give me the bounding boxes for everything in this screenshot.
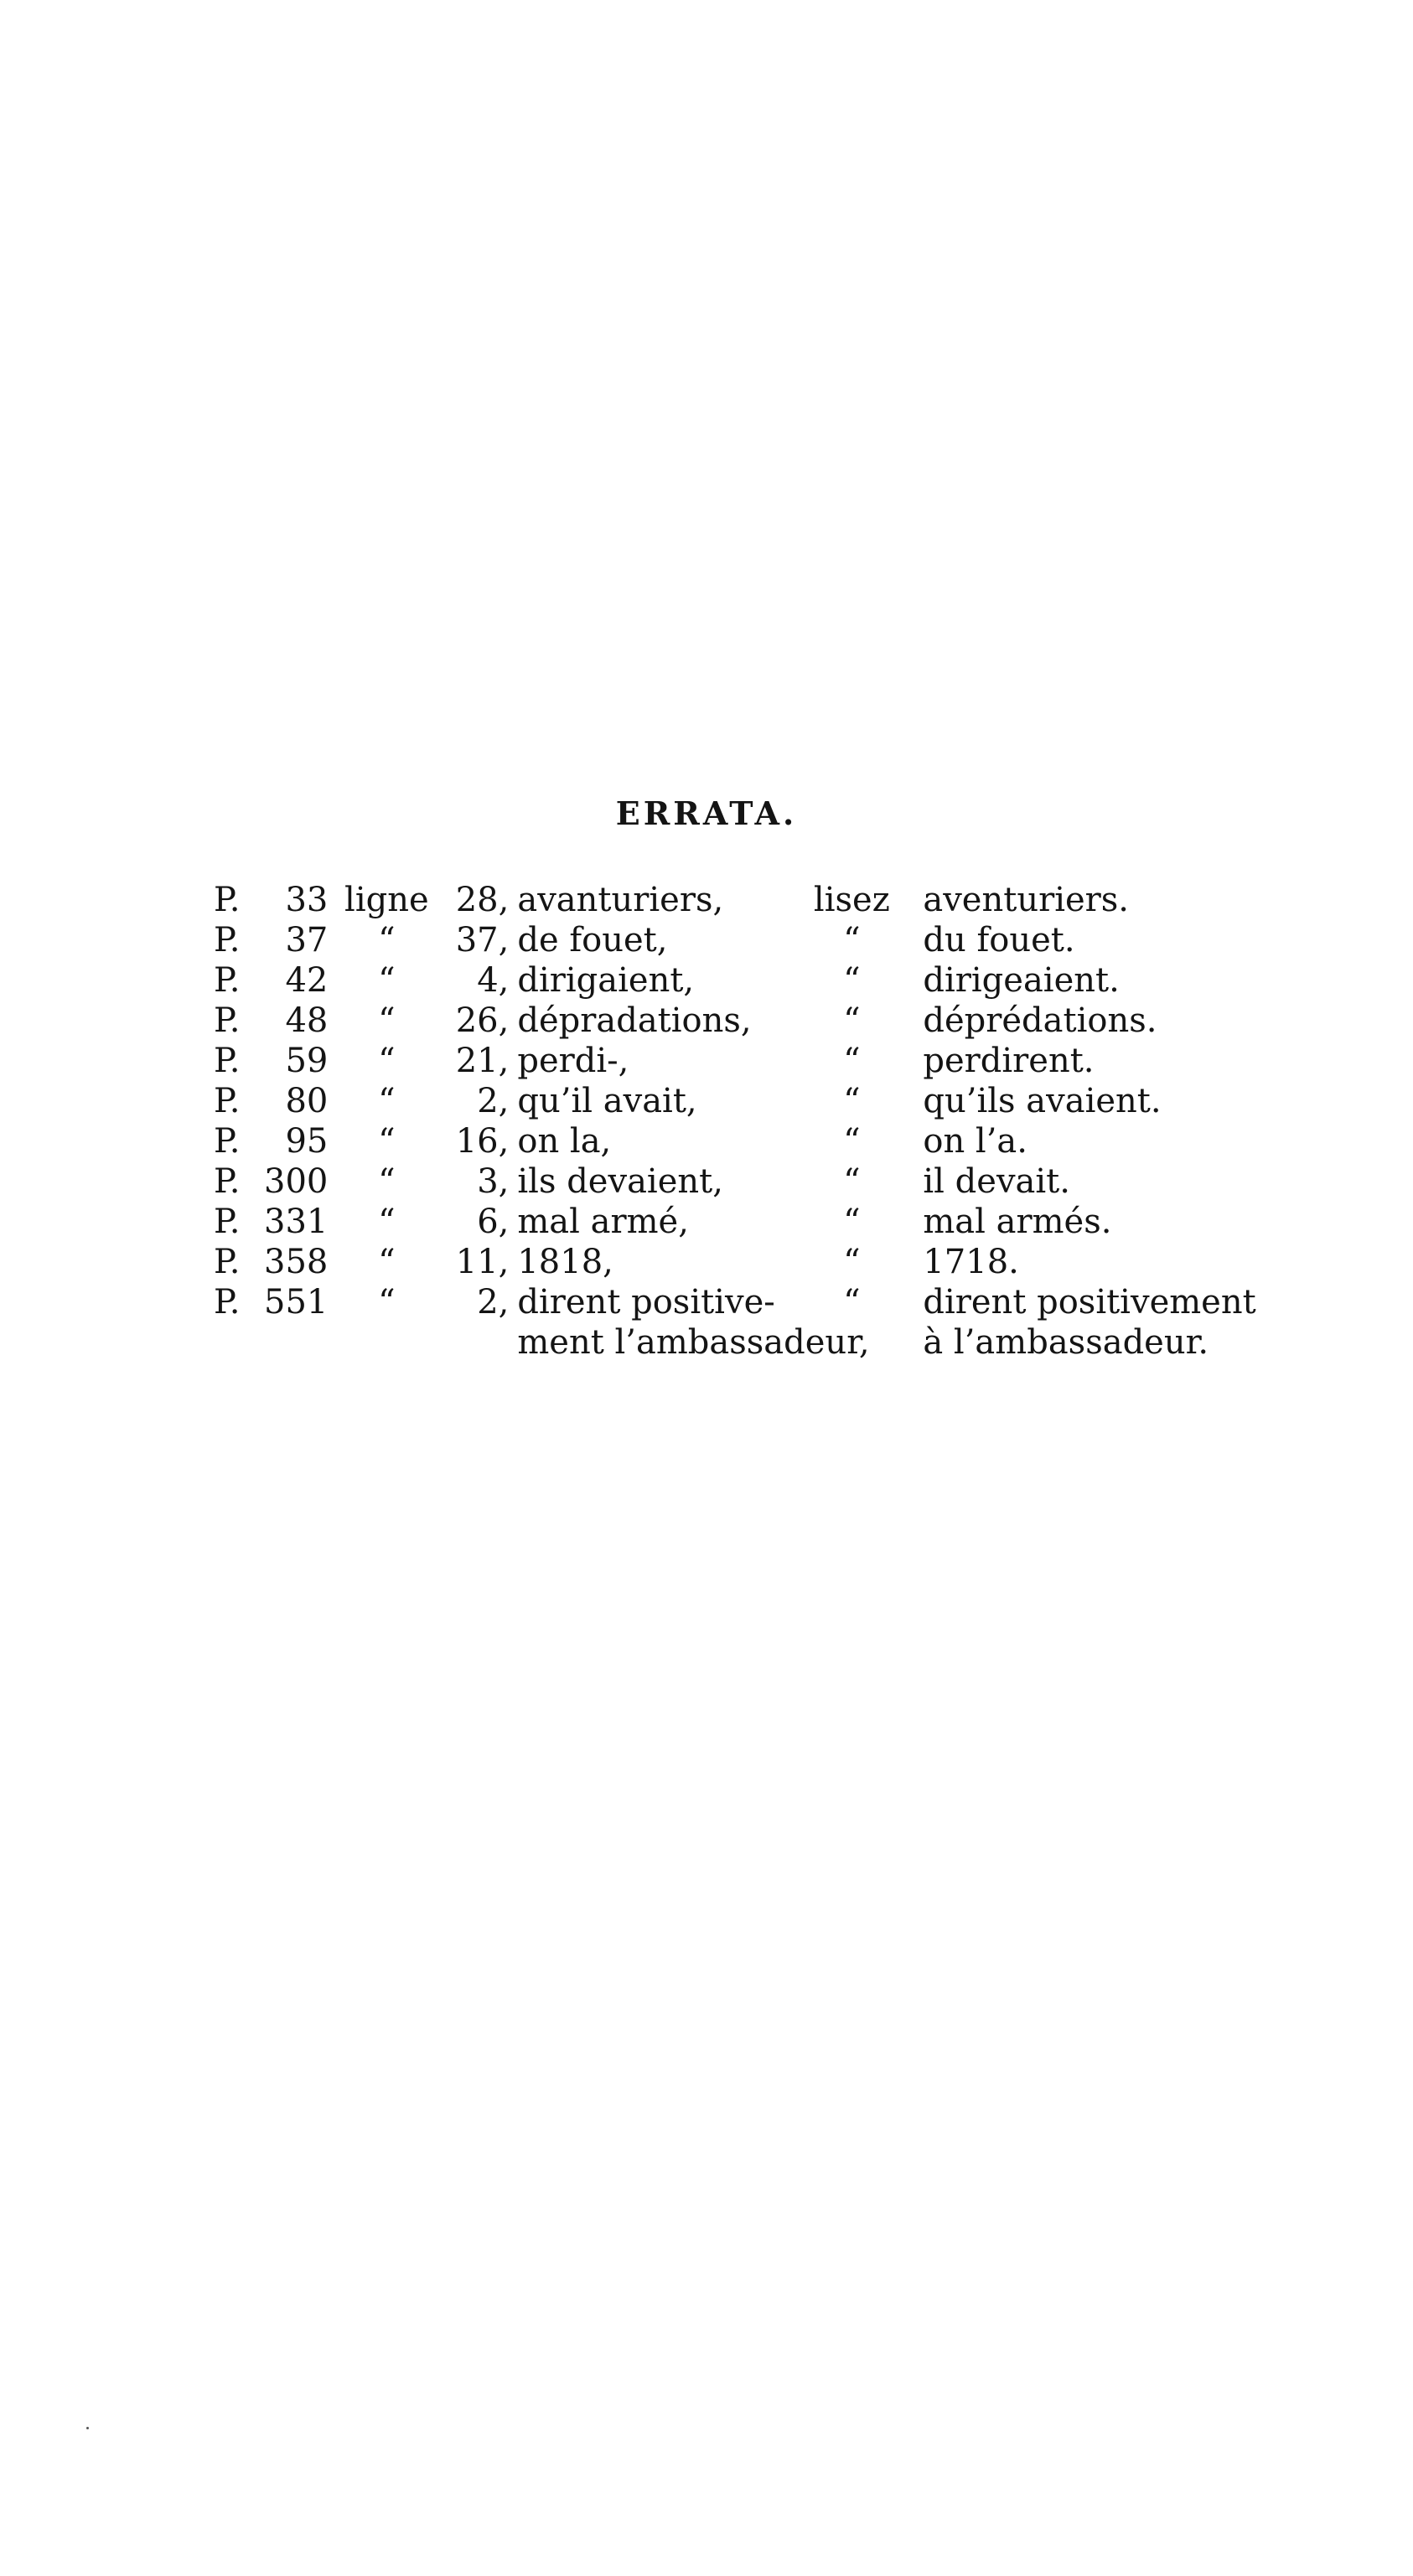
ditto-mark: “ bbox=[843, 1122, 861, 1161]
ditto-mark: “ bbox=[378, 1243, 396, 1281]
errata-row bbox=[214, 1041, 1270, 1081]
lisez-label: lisez bbox=[813, 881, 890, 919]
erroneous-text: ils devaient, bbox=[517, 1162, 723, 1201]
erroneous-text: dépradations, bbox=[517, 1001, 752, 1040]
corrected-text: perdirent. bbox=[923, 1042, 1095, 1080]
page-prefix: P. bbox=[214, 961, 241, 1000]
errata-row bbox=[214, 960, 1270, 1001]
erroneous-text: qu’il avait, bbox=[517, 1082, 697, 1120]
corrected-text: mal armés. bbox=[923, 1203, 1112, 1241]
erroneous-text: mal armé, bbox=[517, 1203, 689, 1241]
erroneous-text: on la, bbox=[517, 1122, 612, 1161]
erroneous-text: perdi-, bbox=[517, 1042, 629, 1080]
page-number: 37 bbox=[285, 921, 329, 960]
errata-row bbox=[214, 1081, 1270, 1121]
corrected-text: déprédations. bbox=[923, 1001, 1157, 1040]
errata-row bbox=[214, 880, 1270, 920]
ditto-mark: “ bbox=[843, 961, 861, 1000]
page-prefix: P. bbox=[214, 1122, 241, 1161]
errata-title: ERRATA. bbox=[615, 794, 798, 832]
corrected-text-continuation: à l’ambassadeur. bbox=[923, 1323, 1209, 1362]
line-number: 28, bbox=[455, 881, 510, 919]
page-prefix: P. bbox=[214, 1042, 241, 1080]
page-prefix: P. bbox=[214, 1082, 241, 1120]
line-number: 6, bbox=[477, 1203, 510, 1241]
ditto-mark: “ bbox=[843, 1042, 861, 1080]
line-number: 4, bbox=[477, 961, 510, 1000]
errata-row bbox=[214, 1161, 1270, 1202]
ditto-mark: “ bbox=[843, 1001, 861, 1040]
ditto-mark: “ bbox=[843, 921, 861, 960]
ditto-mark: “ bbox=[843, 1283, 861, 1322]
errata-body bbox=[214, 880, 1270, 1363]
corrected-text: dirigeaient. bbox=[923, 961, 1120, 1000]
errata-row bbox=[214, 1121, 1270, 1161]
corrected-text: du fouet. bbox=[923, 921, 1075, 960]
errata-row bbox=[214, 1242, 1270, 1282]
corrected-text: dirent positivement bbox=[923, 1283, 1256, 1322]
ditto-mark: “ bbox=[378, 1203, 396, 1241]
page-number: 80 bbox=[285, 1082, 329, 1120]
line-number: 16, bbox=[455, 1122, 510, 1161]
page-number: 95 bbox=[285, 1122, 329, 1161]
errata-row bbox=[214, 1202, 1270, 1242]
ditto-mark: “ bbox=[378, 1122, 396, 1161]
page-prefix: P. bbox=[214, 881, 241, 919]
corrected-text: qu’ils avaient. bbox=[923, 1082, 1162, 1120]
erroneous-text: dirent positive- bbox=[517, 1283, 775, 1322]
page-prefix: P. bbox=[214, 921, 241, 960]
page-prefix: P. bbox=[214, 1162, 241, 1201]
ditto-mark: “ bbox=[378, 1283, 396, 1322]
page-number: 59 bbox=[285, 1042, 329, 1080]
page-number: 42 bbox=[285, 961, 329, 1000]
ditto-mark: “ bbox=[378, 921, 396, 960]
errata-continuation-row bbox=[214, 1322, 1270, 1363]
ditto-mark: “ bbox=[843, 1203, 861, 1241]
page-number: 331 bbox=[264, 1203, 329, 1241]
line-number: 26, bbox=[455, 1001, 510, 1040]
page-number: 300 bbox=[264, 1162, 329, 1201]
errata-row bbox=[214, 1282, 1270, 1322]
line-number: 2, bbox=[477, 1283, 510, 1322]
ditto-mark: “ bbox=[843, 1082, 861, 1120]
corrected-text: on l’a. bbox=[923, 1122, 1027, 1161]
page-number: 48 bbox=[285, 1001, 329, 1040]
page-number: 551 bbox=[264, 1283, 329, 1322]
corrected-text: 1718. bbox=[923, 1243, 1019, 1281]
ditto-mark: “ bbox=[843, 1243, 861, 1281]
corrected-text: aventuriers. bbox=[923, 881, 1130, 919]
page-prefix: P. bbox=[214, 1283, 241, 1322]
page-number: 358 bbox=[264, 1243, 329, 1281]
ditto-mark: “ bbox=[378, 1162, 396, 1201]
erroneous-text: 1818, bbox=[517, 1243, 613, 1281]
page-speck bbox=[86, 2427, 89, 2429]
errata-row bbox=[214, 1001, 1270, 1041]
ditto-mark: “ bbox=[378, 1042, 396, 1080]
errata-row bbox=[214, 920, 1270, 960]
ditto-mark: “ bbox=[378, 1082, 396, 1120]
ditto-mark: “ bbox=[378, 1001, 396, 1040]
erroneous-text-continuation: ment l’ambassadeur, bbox=[517, 1323, 870, 1362]
corrected-text: il devait. bbox=[923, 1162, 1070, 1201]
line-number: 21, bbox=[455, 1042, 510, 1080]
line-number: 3, bbox=[477, 1162, 510, 1201]
page-prefix: P. bbox=[214, 1243, 241, 1281]
erroneous-text: dirigaient, bbox=[517, 961, 695, 1000]
page-prefix: P. bbox=[214, 1203, 241, 1241]
line-number: 11, bbox=[455, 1243, 510, 1281]
page-number: 33 bbox=[285, 881, 329, 919]
erroneous-text: de fouet, bbox=[517, 921, 668, 960]
erroneous-text: avanturiers, bbox=[517, 881, 724, 919]
ditto-mark: “ bbox=[378, 961, 396, 1000]
page-prefix: P. bbox=[214, 1001, 241, 1040]
errata-table bbox=[214, 880, 1270, 1363]
ligne-label: ligne bbox=[344, 881, 429, 919]
line-number: 2, bbox=[477, 1082, 510, 1120]
ditto-mark: “ bbox=[843, 1162, 861, 1201]
line-number: 37, bbox=[455, 921, 510, 960]
